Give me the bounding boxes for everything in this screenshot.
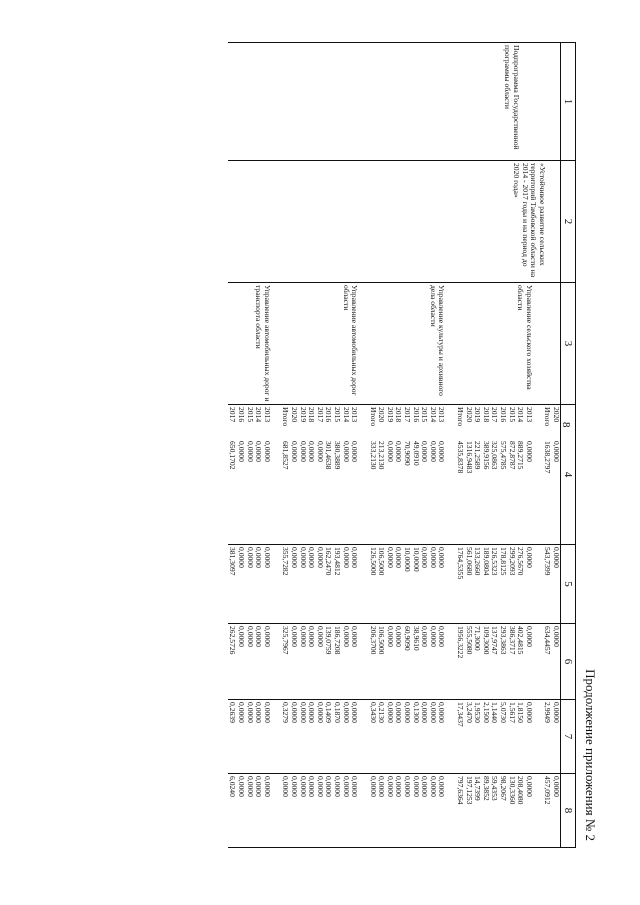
cell-value: 0,0000 [298,626,308,647]
year-label: 2014 [254,407,264,423]
total-value: 681,8527 [281,441,291,470]
cell-value: 139,0759 [324,626,334,655]
cell-value: 0,0000 [245,702,255,723]
total-value: 301,4638 [324,441,334,470]
total-value: 0,0000 [341,441,351,462]
cell-value: 299,2093 [507,547,517,576]
cell-value: 0,0000 [385,547,395,568]
cell-value: 0,3279 [281,702,291,723]
col-header-2: 2 [561,161,576,283]
cell-value: 0,0000 [420,776,430,797]
value-cell-col5 [368,545,455,624]
cell-value: 0,1409 [324,702,334,723]
total-value: 575,4785 [499,441,509,470]
col-header-4: 4 [561,405,576,545]
cell-value: 2,1500 [481,702,491,723]
value-cell-col8 [543,774,561,848]
cell-value: 59,4353 [490,776,500,801]
cell-value: 381,3097 [228,547,238,576]
cell-value: 193,4812 [332,547,342,576]
cell-value: 126,5323 [490,547,500,576]
value-cell-col6 [228,624,281,700]
cell-value: 0,0000 [237,626,246,647]
value-cell-col7 [281,700,368,774]
cell-value: 71,3000 [473,626,483,651]
value-cell-col7 [455,700,542,774]
cell-value: 3,2470 [464,702,474,723]
year-label: 2017 [403,407,413,423]
total-value: 0,0000 [315,441,325,462]
cell-value: 2,9949 [543,702,553,723]
cell-value: 0,0000 [428,626,438,647]
cell-value: 0,0000 [552,547,561,568]
total-value: 380,3889 [332,441,342,470]
cell-value: 60,9090 [403,626,413,651]
cell-value: 0,0000 [298,776,308,797]
total-value: 0,0000 [307,441,317,462]
cell-value: 0,0000 [403,776,413,797]
cell-value: 1,5617 [507,702,517,723]
cell-value: 0,0000 [289,626,299,647]
year-label: 2014 [516,407,526,423]
rotated-page [120,42,600,847]
cell-value: 0,0000 [262,626,272,647]
value-cell-col6 [455,624,542,700]
cell-value: 0,0000 [289,702,299,723]
cell-value: 0,0000 [420,547,430,568]
cell-value: 0,0000 [524,547,534,568]
cell-value: 0,0000 [437,547,447,568]
cell-value: 0,0000 [420,626,430,647]
total-value: 0,0000 [298,441,308,462]
total-value: 389,9156 [481,441,491,470]
total-value: 1316,9483 [464,441,474,474]
cell-value: 0,0000 [315,776,325,797]
cell-value: 0,0000 [341,626,351,647]
cell-value: 0,0000 [341,776,351,797]
cell-value: 0,0000 [298,547,308,568]
cell-value: 189,0804 [481,547,491,576]
value-cell-col7 [228,700,281,774]
cell-value: 0,0000 [394,776,404,797]
cell-value: 0,0000 [403,702,413,723]
year-and-total-cell [455,405,542,545]
cell-value: 0,0000 [237,776,246,797]
value-cell-col5 [228,545,281,624]
total-value: 325,0863 [490,441,500,470]
value-cell-col6 [281,624,368,700]
year-label: 2018 [394,407,404,423]
cell-value: 0,2639 [228,702,238,723]
cell-value: 0,0000 [385,702,395,723]
cell-value: 797,6364 [456,776,466,805]
cell-value: 98,2067 [499,776,509,801]
cell-value: 17,3437 [456,702,466,727]
year-label: 2015 [332,407,342,423]
col-header-8: 8 [561,774,576,848]
col-header-5: 5 [561,545,576,624]
cell-value: 0,0000 [324,776,334,797]
total-value: 0,0000 [262,441,272,462]
cell-value: 1956,3222 [456,626,466,659]
cell-value: 0,0000 [289,776,299,797]
cell-value: 402,4815 [516,626,526,655]
total-value: 0,0000 [385,441,395,462]
cell-value: 0,0000 [315,547,325,568]
cell-value: 0,0000 [437,702,447,723]
year-label: Итого [456,407,466,427]
cell-value: 0,0000 [552,776,561,797]
year-label: 2020 [552,407,561,423]
cell-value: 0,0000 [394,626,404,647]
year-label: 2020 [289,407,299,423]
department-name: Управление культуры и архивного дела области [368,283,455,405]
value-cell-col5 [455,545,542,624]
total-value: 4535,8378 [456,441,466,474]
cell-value: 543,7399 [543,547,553,576]
total-value: 0,0000 [237,441,246,462]
value-cell-col6 [543,624,561,700]
cell-value: 634,4457 [543,626,553,655]
cell-value: 0,0000 [315,702,325,723]
value-cell-col5 [543,545,561,624]
year-label: 2017 [315,407,325,423]
total-value: 0,0000 [394,441,404,462]
cell-value: 0,0000 [254,626,264,647]
total-value: 70,9090 [403,441,413,466]
total-value: 0,0000 [289,441,299,462]
cell-value: 262,5726 [228,626,238,655]
cell-value: 0,0000 [315,626,325,647]
year-label: 2019 [473,407,483,423]
cell-value: 0,0000 [428,776,438,797]
year-label: 2020 [464,407,474,423]
cell-value: 89,3852 [481,776,491,801]
cell-value: 1,9530 [473,702,483,723]
total-value: 872,8787 [507,441,517,470]
cell-value: 0,0000 [237,547,246,568]
cell-value: 0,0000 [437,626,447,647]
cell-value: 0,0000 [307,626,317,647]
total-value: 0,0000 [254,441,264,462]
cell-value: 561,0680 [464,547,474,576]
cell-value: 555,5080 [464,626,474,655]
year-label: 2018 [307,407,317,423]
cell-value: 0,0000 [411,776,421,797]
cell-value: 0,0000 [350,776,360,797]
cell-value: 276,5670 [516,547,526,576]
cell-value: 14,7399 [473,776,483,801]
year-label: 2015 [420,407,430,423]
year-label: 2015 [507,407,517,423]
cell-value: 106,5000 [377,547,387,576]
year-label: 2017 [228,407,238,423]
value-cell-col5 [281,545,368,624]
year-label: 2016 [411,407,421,423]
total-value: 650,1702 [228,441,238,470]
year-label: 2018 [481,407,491,423]
year-label: 2020 [377,407,387,423]
col-header-7: 7 [561,700,576,774]
total-value: 221,2589 [473,441,483,470]
value-cell-col7 [543,700,561,774]
page-number: 8 [560,422,572,428]
year-label: 2015 [245,407,255,423]
cell-value: 0,0000 [552,702,561,723]
cell-value: 0,0000 [420,702,430,723]
cell-value: 0,2130 [377,702,387,723]
cell-value: 0,0000 [254,702,264,723]
year-and-total-cell [368,405,455,545]
year-label: 2013 [350,407,360,423]
cell-value: 0,0000 [307,702,317,723]
table-body [228,43,561,848]
total-value: 213,2130 [377,441,387,470]
year-label: Итого [543,407,553,427]
cell-value: 0,0000 [524,776,534,797]
cell-value: 1,1440 [490,702,500,723]
cell-value: 0,0000 [245,547,255,568]
total-value: 49,0910 [411,441,421,466]
year-label: 2014 [428,407,438,423]
cell-value: 109,3000 [481,626,491,655]
cell-value: 0,0000 [254,547,264,568]
cell-value: 0,0000 [524,626,534,647]
cell-value: 0,0000 [350,547,360,568]
col-header-1: 1 [561,43,576,161]
year-label: 2019 [385,407,395,423]
cell-value: 38,9610 [411,626,421,651]
subprogram-label: Подпрограмма Государственной программы области [228,43,561,161]
year-and-total-cell [281,405,368,545]
cell-value: 0,0000 [377,776,387,797]
year-and-total-cell [228,405,281,545]
cell-value: 0,0000 [281,776,291,797]
cell-value: 10,0000 [411,547,421,572]
year-label: 2013 [437,407,447,423]
cell-value: 0,0000 [385,776,395,797]
cell-value: 0,0000 [394,702,404,723]
value-cell-col8 [455,774,542,848]
department-name: Управление сельского хозяйства области [455,283,542,405]
cell-value: 0,0000 [254,776,264,797]
cell-value: 0,0000 [437,776,447,797]
cell-value: 0,3430 [368,702,378,723]
total-value: 1638,2797 [543,441,553,474]
year-label: 2014 [341,407,351,423]
cell-value: 0,0000 [245,776,255,797]
value-cell-col6 [368,624,455,700]
year-label: Итого [368,407,378,427]
year-label: 2017 [490,407,500,423]
cell-value: 106,5000 [377,626,387,655]
cell-value: 178,8125 [499,547,509,576]
continuation-title: Продолжение приложения № 2 [583,669,598,841]
total-value: 0,0000 [245,441,255,462]
cell-value: 0,0000 [524,702,534,723]
cell-value: 186,7208 [332,626,342,655]
cell-value: 1,8150 [516,702,526,723]
cell-value: 355,7282 [281,547,291,576]
col-header-3: 3 [561,283,576,405]
cell-value: 0,0000 [237,702,246,723]
cell-value: 126,5000 [368,547,378,576]
year-label: 2013 [262,407,272,423]
cell-value: 0,0000 [262,776,272,797]
total-value: 0,0000 [524,441,534,462]
cell-value: 0,0000 [307,776,317,797]
cell-value: 137,9747 [490,626,500,655]
cell-value: 325,7967 [281,626,291,655]
table-row [543,43,561,848]
total-value: 333,2130 [368,441,378,470]
cell-value: 133,2660 [473,547,483,576]
cell-value: 0,1870 [332,702,342,723]
cell-value: 0,0000 [341,702,351,723]
cell-value: 0,0000 [289,547,299,568]
cell-value: 0,0000 [245,626,255,647]
year-label: Итого [281,407,291,427]
year-label: 2013 [524,407,534,423]
total-value: 889,2715 [516,441,526,470]
year-label: 2016 [324,407,334,423]
header-row [561,43,576,848]
cell-value: 0,0000 [262,547,272,568]
cell-value: 293,3863 [499,626,509,655]
cell-value: 0,0000 [307,547,317,568]
total-value: 0,0000 [552,441,561,462]
total-value: 0,0000 [350,441,360,462]
total-value: 0,0000 [428,441,438,462]
department-name: Управление автомобильных дорог области [281,283,368,405]
value-cell-col7 [368,700,455,774]
department-name [543,283,561,405]
subprogram-name: «Устойчивое развитие сельских территорий Тамбовской области на 2014 - 2017 годы и на период до 2020 года» [228,161,561,283]
cell-value: 0,0000 [394,547,404,568]
total-value: 0,0000 [420,441,430,462]
value-cell-col8 [281,774,368,848]
col-header-6: 6 [561,624,576,700]
cell-value: 0,0000 [428,547,438,568]
year-label: 2016 [499,407,509,423]
cell-value: 0,0000 [332,776,342,797]
year-and-total-cell [543,405,561,545]
cell-value: 0,0000 [368,776,378,797]
cell-value: 0,0000 [262,702,272,723]
cell-value: 0,1300 [411,702,421,723]
cell-value: 1764,5355 [456,547,466,580]
cell-value: 0,0000 [350,626,360,647]
cell-value: 197,1253 [464,776,474,805]
value-cell-col8 [368,774,455,848]
budget-table [228,42,576,848]
cell-value: 457,0912 [543,776,553,805]
year-label: 2019 [298,407,308,423]
cell-value: 0,0000 [341,547,351,568]
cell-value: 5,0730 [499,702,509,723]
department-name: Управление автомобильных дорог и транспорта области [228,283,281,405]
cell-value: 206,3700 [368,626,378,655]
cell-value: 386,3717 [507,626,517,655]
cell-value: 6,0240 [228,776,238,797]
cell-value: 208,4080 [516,776,526,805]
cell-value: 130,3360 [507,776,517,805]
year-label: 2016 [237,407,246,423]
cell-value: 0,0000 [350,702,360,723]
cell-value: 0,0000 [298,702,308,723]
cell-value: 10,0000 [403,547,413,572]
cell-value: 0,0000 [428,702,438,723]
total-value: 0,0000 [437,441,447,462]
cell-value: 0,0000 [552,626,561,647]
value-cell-col8 [228,774,281,848]
cell-value: 0,0000 [385,626,395,647]
cell-value: 162,2470 [324,547,334,576]
